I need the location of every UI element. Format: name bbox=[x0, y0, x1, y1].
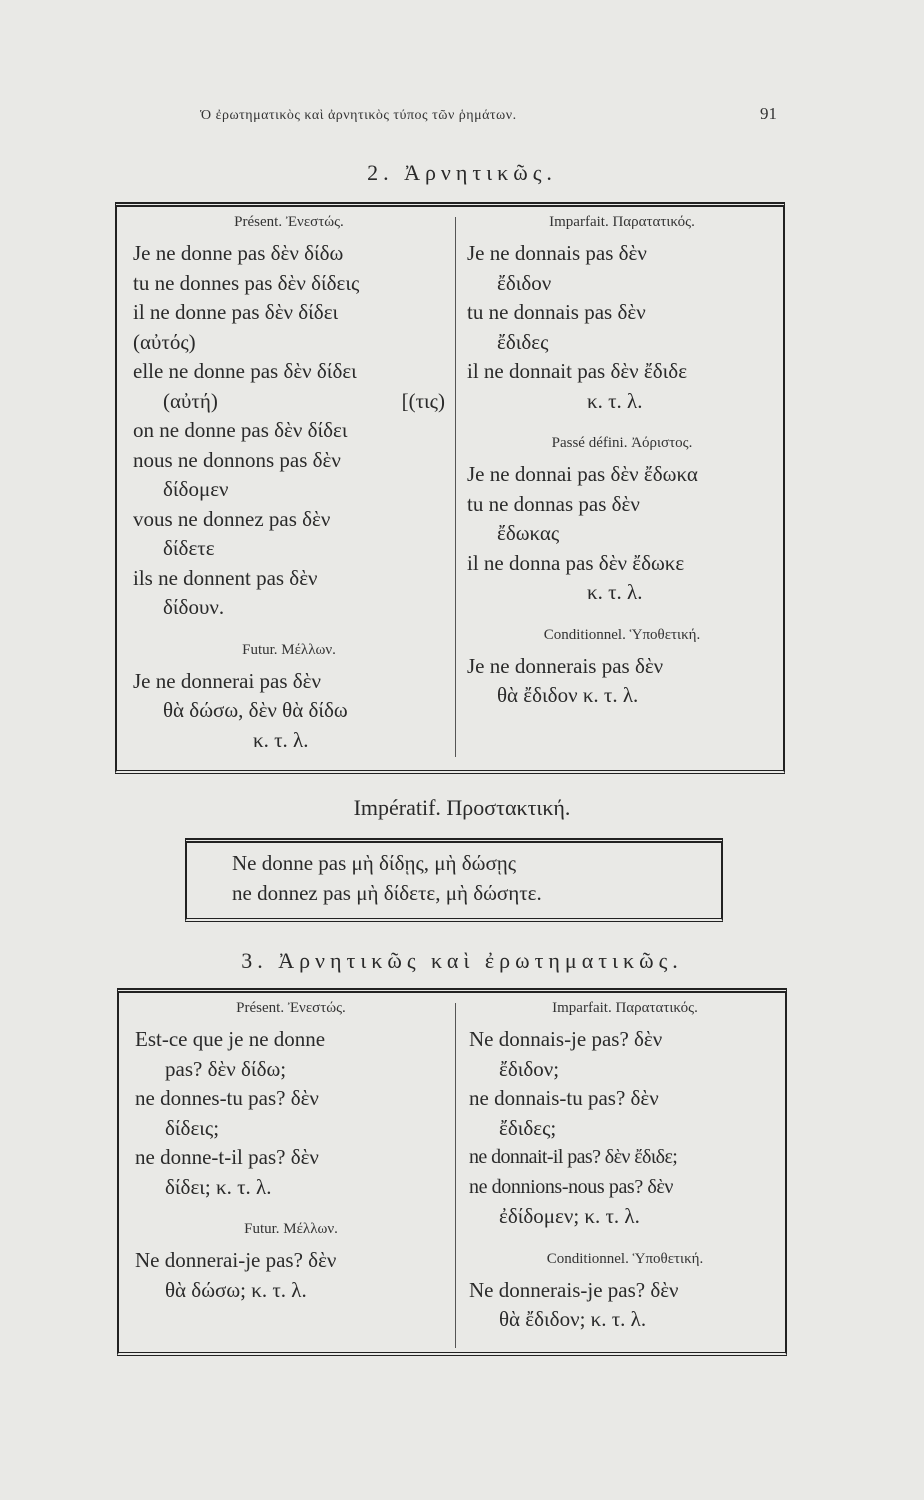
conjugation-line: Je ne donnerais pas δὲν bbox=[467, 653, 664, 678]
conjugation-line: Ne donnais-je pas? δὲν bbox=[469, 1027, 663, 1051]
conjugation-line: ἔδιδες bbox=[497, 329, 549, 354]
conjugation-line: ne donnais-tu pas? δὲν bbox=[469, 1086, 659, 1110]
conjugation-line: on ne donne pas δὲν δίδει bbox=[133, 418, 348, 442]
section-2-title: 2. Ἀρνητικῶς. bbox=[367, 160, 557, 185]
conjugation-line: Je ne donnai pas δὲν ἔδωκα bbox=[467, 462, 698, 486]
conjugation-line: θὰ δώσω; κ. τ. λ. bbox=[165, 1277, 307, 1302]
conjugation-line: tu ne donnas pas δὲν bbox=[467, 491, 640, 516]
conjugation-line: il ne donna pas δὲν ἔδωκε bbox=[467, 550, 685, 575]
conjugation-line: (αὐτή) bbox=[163, 388, 218, 413]
conjugation-line: δίδεις; bbox=[165, 1115, 220, 1140]
conjugation-line: θὰ δώσω, δὲν θὰ δίδω bbox=[163, 698, 348, 722]
section-2-table bbox=[115, 202, 785, 774]
conjugation-line: Ne donnerai-je pas? δὲν bbox=[135, 1248, 337, 1272]
imparfait-heading: Imparfait. Παρατατικός. bbox=[549, 214, 695, 230]
conjugation-line: (αὐτός) bbox=[133, 329, 196, 354]
column-divider bbox=[455, 1003, 456, 1348]
conjugation-line-pair bbox=[133, 387, 445, 417]
present-heading: Présent. Ἐνεστώς. bbox=[236, 1000, 346, 1016]
imperatif-line: ne donnez pas μὴ δίδετε, μὴ δώσητε. bbox=[232, 881, 542, 905]
conditionnel-heading: Conditionnel. Ὑποθετική. bbox=[543, 626, 701, 643]
conjugation-line: pas? δὲν δίδω; bbox=[165, 1056, 287, 1081]
conjugation-line: Je ne donnais pas δὲν bbox=[467, 241, 647, 265]
conjugation-line: κ. τ. λ. bbox=[587, 388, 643, 413]
conjugation-line: δίδομεν bbox=[163, 477, 229, 501]
imperatif-box bbox=[185, 838, 723, 922]
conjugation-line: θὰ ἔδιδον κ. τ. λ. bbox=[497, 683, 639, 707]
passe-defini-heading: Passé défini. Ἀόριστος. bbox=[551, 435, 693, 451]
conjugation-line: ἔδιδον bbox=[497, 270, 552, 295]
page-number: 91 bbox=[760, 104, 777, 123]
conjugation-line: δίδουν. bbox=[163, 595, 225, 619]
conjugation-line: ne donnes-tu pas? δὲν bbox=[135, 1086, 319, 1110]
running-title: Ὁ ἐρωτηματικὸς καὶ ἀρνητικὸς τύπος τῶν ῥημάτων. bbox=[200, 108, 517, 123]
imperatif-title: Impératif. Προστακτική. bbox=[353, 795, 571, 820]
conjugation-line: ἔδιδες; bbox=[499, 1115, 557, 1140]
section-2-right-column bbox=[467, 207, 777, 711]
conjugation-line: il ne donne pas δὲν δίδει bbox=[133, 300, 339, 324]
conjugation-line: Est-ce que je ne donne bbox=[135, 1027, 326, 1051]
conjugation-line: elle ne donne pas δὲν δίδει bbox=[133, 359, 357, 383]
conjugation-line: ne donne-t-il pas? δὲν bbox=[135, 1145, 319, 1169]
conjugation-line: tu ne donnes pas δὲν δίδεις bbox=[133, 270, 360, 295]
conjugation-line: il ne donnait pas δὲν ἔδιδε bbox=[467, 359, 688, 383]
conjugation-line: vous ne donnez pas δὲν bbox=[133, 506, 331, 531]
imparfait-heading: Imparfait. Παρατατικός. bbox=[552, 1000, 698, 1016]
conjugation-line: Ne donnerais-je pas? δὲν bbox=[469, 1277, 679, 1302]
conjugation-line: Je ne donne pas δὲν δίδω bbox=[133, 241, 344, 265]
section-3-table bbox=[117, 988, 787, 1356]
conjugation-line: Je ne donnerai pas δὲν bbox=[133, 668, 321, 693]
conjugation-line: κ. τ. λ. bbox=[253, 727, 309, 752]
conjugation-line: ἔδωκας bbox=[497, 521, 560, 545]
conjugation-line: ne donnait-il pas? δὲν ἔδιδε; bbox=[469, 1146, 678, 1168]
section-2-left-column bbox=[133, 207, 445, 755]
futur-heading: Futur. Μέλλων. bbox=[244, 1221, 338, 1237]
conjugation-line: [(τις) bbox=[401, 388, 445, 413]
conjugation-line: tu ne donnais pas δὲν bbox=[467, 300, 646, 324]
conjugation-line: ἐδίδομεν; κ. τ. λ. bbox=[499, 1204, 640, 1228]
conjugation-line: ἔδιδον; bbox=[499, 1056, 560, 1081]
present-heading: Présent. Ἐνεστώς. bbox=[234, 214, 344, 230]
imperatif-line: Ne donne pas μὴ δίδῃς, μὴ δώσῃς bbox=[232, 851, 517, 875]
section-3-left-column bbox=[135, 993, 447, 1305]
column-divider bbox=[455, 217, 456, 757]
section-3-title: 3. Ἀρνητικῶς καὶ ἐρωτηματικῶς. bbox=[241, 948, 683, 973]
conjugation-line: θὰ ἔδιδον; κ. τ. λ. bbox=[499, 1307, 647, 1331]
conjugation-line: κ. τ. λ. bbox=[587, 580, 643, 604]
conjugation-line: δίδει; κ. τ. λ. bbox=[165, 1174, 272, 1199]
conjugation-line: ne donnions-nous pas? δὲν bbox=[469, 1175, 674, 1198]
conjugation-line: δίδετε bbox=[163, 536, 215, 560]
conditionnel-heading: Conditionnel. Ὑποθετική. bbox=[546, 1250, 704, 1267]
conjugation-line: nous ne donnons pas δὲν bbox=[133, 447, 341, 472]
conjugation-line: ils ne donnent pas δὲν bbox=[133, 565, 318, 590]
section-3-right-column bbox=[469, 993, 781, 1335]
futur-heading: Futur. Μέλλων. bbox=[242, 641, 336, 658]
